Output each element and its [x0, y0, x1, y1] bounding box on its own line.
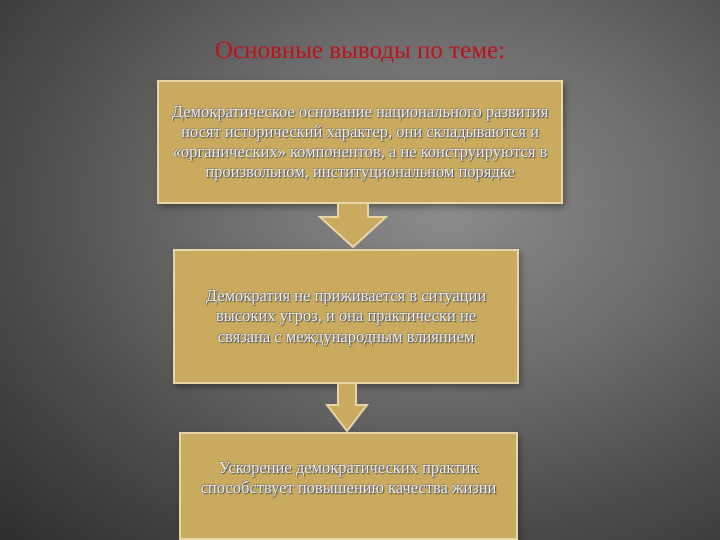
conclusion-text-2: Демократия не приживается в ситуации высоких угроз, и она практически не связана с международным влиянием — [205, 286, 487, 346]
down-arrow-icon — [325, 383, 369, 433]
conclusion-box-1 — [157, 80, 563, 204]
conclusion-text-3: Ускорение демократических практик способствует повышению качества жизни — [200, 458, 497, 498]
conclusion-box-3 — [179, 432, 518, 540]
down-arrow-icon — [318, 203, 388, 249]
slide-title: Основные выводы по теме: — [214, 37, 506, 64]
conclusion-text-1: Демократическое основание национального развития носят исторический характер, они складываются и «органических» компонентов, а не конструируются в произвольном, институциональном порядке — [171, 101, 549, 182]
conclusion-box-2 — [173, 249, 519, 384]
